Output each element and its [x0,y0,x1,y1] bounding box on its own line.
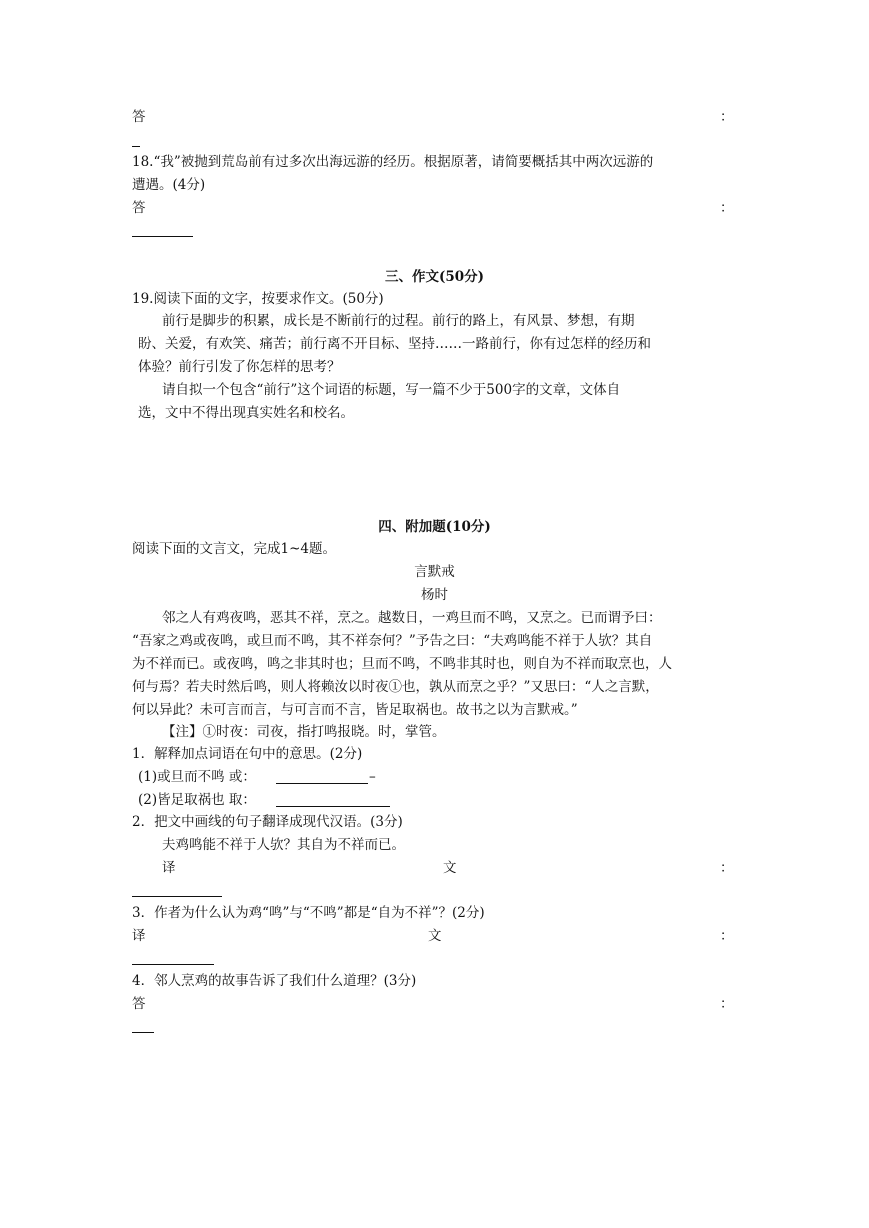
essay-prompt-p1-line2: 盼、关爱，有欢笑、痛苦；前行离不开目标、坚持……一路前行，你有过怎样的经历和 [138,336,651,352]
q2-head: 2．把文中画线的句子翻译成现代汉语。(3分) [132,814,403,830]
essay-prompt-p1-line3: 体验？前行引发了你怎样的思考？ [138,359,341,375]
passage-title: 言默戒 [414,564,455,580]
q1-item2: (2)皆足取祸也 取： [138,792,256,808]
passage-author: 杨时 [421,587,448,603]
answer-label: 答 [132,109,146,125]
essay-prompt-p2-line1: 请自拟一个包含“前行”这个词语的标题，写一篇不少于500字的文章，文体自 [162,382,621,398]
q18-answer-label: 答 [132,200,146,216]
q3-colon: ： [720,928,734,944]
q3-head: 3．作者为什么认为鸡“鸣”与“不鸣”都是“自为不祥”？(2分) [132,905,485,921]
q18-text-line2: 遭遇。(4分) [132,177,206,193]
answer-blank-line[interactable] [132,146,140,147]
passage-note: 【注】①时夜：司夜，指打鸣报晓。时，掌管。 [162,724,446,740]
section4-intro: 阅读下面的文言文，完成1~4题。 [132,541,336,557]
q1-head: 1．解释加点词语在句中的意思。(2分) [132,746,363,762]
q18-answer-blank-line[interactable] [132,236,193,237]
section3-title: 三、作文(50分) [384,269,485,285]
q1-item2-blank-line[interactable] [276,806,390,807]
q18-text-line1: 18.“我”被抛到荒岛前有过多次出海远游的经历。根据原著，请简要概括其中两次远游的 [132,154,654,170]
q3-answer-blank-line[interactable] [132,964,214,965]
q2-sentence: 夫鸡鸣能不祥于人欤？其自为不祥而已。 [162,837,405,853]
q2-label-yi: 译 [162,860,176,876]
q4-head: 4．邻人烹鸡的故事告诉了我们什么道理？(3分) [132,973,417,989]
passage-line: 为不祥而已。或夜鸣，鸣之非其时也；旦而不鸣，不鸣非其时也，则自为不祥而取烹也，人 [132,656,672,672]
passage-line: 何与焉？若夫时然后鸣，则人将赖汝以时夜①也，孰从而烹之乎？”又思曰：“人之言默， [132,679,659,695]
passage-line: “吾家之鸡或夜鸣，或旦而不鸣，其不祥奈何？”予告之曰：“夫鸡鸣能不祥于人欤？其自 [132,633,653,649]
q2-answer-blank-line[interactable] [132,896,222,897]
q3-label-wen: 文 [428,928,442,944]
q3-label-yi: 译 [132,928,146,944]
q4-colon: ： [720,996,734,1012]
passage-line: 何以异此？未可言而言，与可言而不言，皆足取祸也。故书之以为言默戒。” [132,702,578,718]
q19-head: 19.阅读下面的文字，按要求作文。(50分) [132,291,384,307]
essay-prompt-p1-line1: 前行是脚步的积累，成长是不断前行的过程。前行的路上，有风景、梦想，有期 [162,313,635,329]
q1-item1-blank-line[interactable] [276,783,368,784]
passage-line: 邻之人有鸡夜鸣，恶其不祥，烹之。越数日，一鸡旦而不鸣，又烹之。已而谓予曰： [162,610,662,626]
q1-item1: (1)或旦而不鸣 或： [138,769,256,785]
section4-title: 四、附加题(10分) [378,519,491,535]
q2-label-wen: 文 [443,860,457,876]
q2-colon: ： [720,860,734,876]
q18-answer-colon: ： [720,200,734,216]
answer-colon: ： [720,109,734,125]
q4-answer-label: 答 [132,996,146,1012]
q1-item1-tail: – [369,769,376,785]
essay-prompt-p2-line2: 选，文中不得出现真实姓名和校名。 [138,405,354,421]
q4-answer-blank-line[interactable] [132,1032,154,1033]
